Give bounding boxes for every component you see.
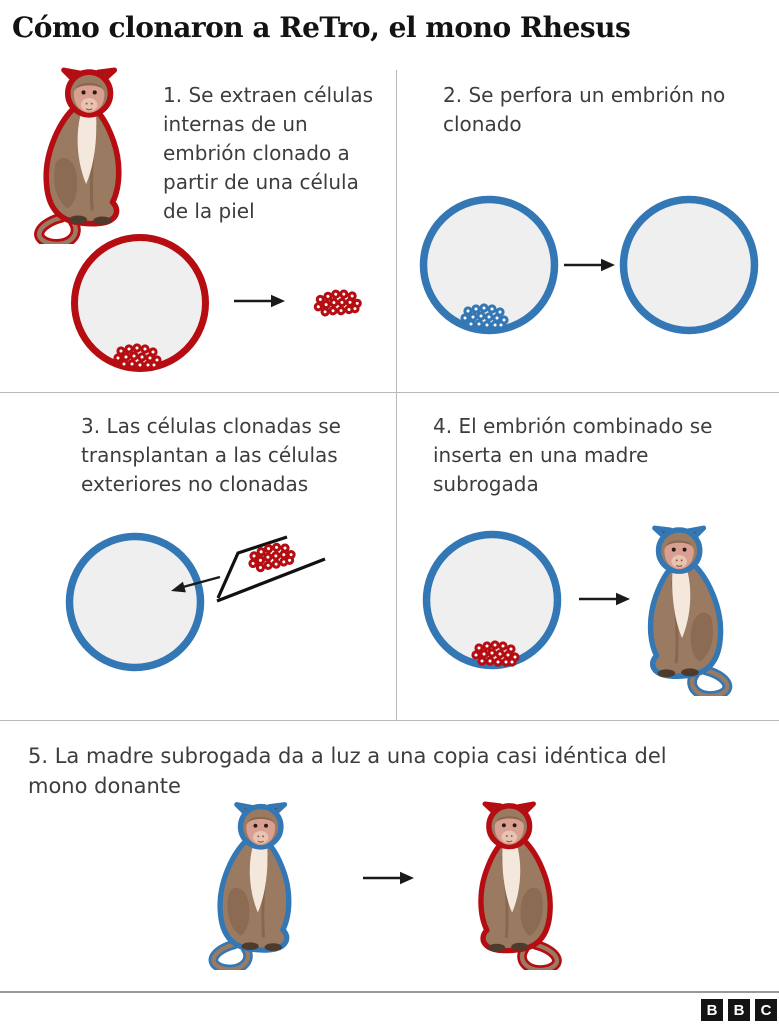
arrow-right-icon [578, 592, 630, 606]
step-2-text: 2. Se perfora un embrión no clonado [443, 83, 726, 136]
arrow-right-icon [233, 294, 285, 308]
horizontal-divider-2 [0, 720, 779, 721]
bbc-logo-block [728, 999, 750, 1021]
bbc-logo-block [755, 999, 777, 1021]
rhesus-monkey-blue-outline-icon [200, 800, 306, 970]
arrow-right-icon [362, 871, 414, 885]
vertical-divider [396, 70, 397, 720]
step-4-text: 4. El embrión combinado se inserta en una madre subrogada [433, 414, 713, 496]
red-cell-cluster-icon [312, 285, 364, 321]
bbc-logo-block [701, 999, 723, 1021]
embryo-circle-blue-empty-icon [615, 191, 763, 339]
embryo-circle-blue-icon [70, 537, 201, 668]
step-5-text: 5. La madre subrogada da a luz a una copia casi idéntica del mono donante [28, 744, 667, 798]
bbc-logo-letter: B [733, 1001, 745, 1019]
cell-transplant-illustration [63, 520, 393, 695]
rhesus-monkey-red-outline-icon [462, 800, 572, 970]
bbc-logo-letter: C [760, 1001, 772, 1019]
bbc-logo-letter: B [706, 1001, 718, 1019]
embryo-circle-blue-icon [415, 191, 563, 339]
footer-divider [0, 991, 779, 993]
rhesus-monkey-red-outline-icon [25, 66, 137, 244]
arrow-right-icon [563, 258, 615, 272]
step-1-text: 1. Se extraen células internas de un embrión clonado a partir de una célula de la piel [163, 83, 374, 223]
rhesus-monkey-blue-outline-icon [633, 524, 741, 696]
step-3-text: 3. Las células clonadas se transplantan a las células exteriores no clonadas [81, 414, 341, 496]
horizontal-divider-1 [0, 392, 779, 393]
page-title: Cómo clonaron a ReTro, el mono Rhesus [12, 11, 631, 44]
embryo-circle-blue-red-cells-icon [418, 526, 566, 674]
embryo-circle-red-icon [66, 229, 214, 377]
